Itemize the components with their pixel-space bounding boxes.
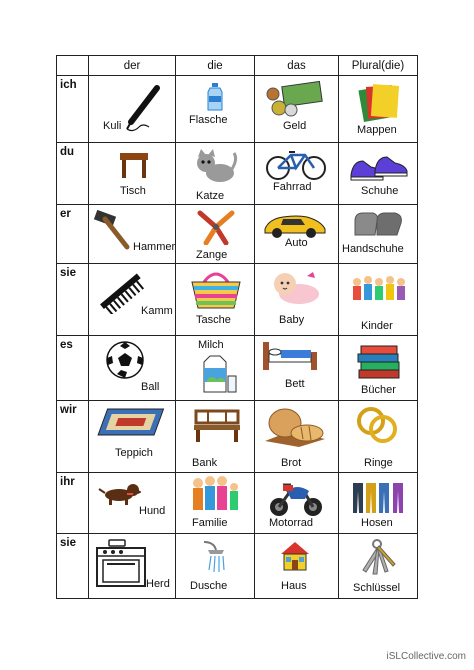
money-icon [265,80,325,118]
cell-der [89,401,176,473]
table-row [57,76,418,143]
word-der: Kamm [141,305,173,317]
cell-der [89,205,176,264]
cell-die [176,401,255,473]
cell-das [255,534,339,599]
family-icon [190,475,242,513]
pronoun-label: wir [60,404,77,416]
word-der: Hammer [133,241,176,253]
header-das: das [255,56,339,76]
motorcycle-icon [267,477,325,517]
table-row [57,534,418,599]
pronoun-label: er [60,208,71,220]
ball-icon [105,340,145,380]
cell-plural [339,336,418,401]
bed-icon [261,340,319,372]
word-der: Hund [139,505,166,517]
cell-die [176,143,255,205]
house-icon [279,540,311,572]
cell-die [176,76,255,143]
word-plural: Schuhe [361,185,399,197]
word-die: Bank [192,457,218,469]
car-icon [261,209,327,239]
cell-der [89,473,176,534]
table-icon [117,147,151,181]
word-der: Herd [146,578,170,590]
pliers-icon [196,209,236,245]
rings-icon [355,405,399,445]
pen-icon [123,82,163,134]
pronoun-label: ich [60,79,77,91]
word-plural: Bücher [361,384,396,396]
cell-plural [339,401,418,473]
pronoun-label: sie [60,537,76,549]
word-der: Tisch [120,185,146,197]
cell-das [255,143,339,205]
trousers-icon [351,481,407,513]
folders-icon [357,80,401,124]
word-der: Kuli [103,120,122,132]
gloves-icon [351,209,407,239]
table-row [57,143,418,205]
cell-die [176,264,255,336]
keys-icon [355,538,401,578]
word-das: Haus [281,580,307,592]
pronoun-label: ihr [60,476,75,488]
cell-der [89,534,176,599]
cell-plural [339,473,418,534]
header-die: die [176,56,255,76]
milk-icon [198,354,238,394]
header-corner [57,56,89,76]
bottle-icon [204,82,226,112]
cell-plural [339,264,418,336]
word-die: Zange [196,249,228,261]
cell-der [89,264,176,336]
header-der: der [89,56,176,76]
word-die: Tasche [196,314,231,326]
shoes-icon [349,149,409,183]
cell-das [255,264,339,336]
bread-icon [261,405,329,449]
cell-plural [339,143,418,205]
word-plural: Schlüssel [353,582,401,594]
children-icon [351,274,407,308]
header-plural: Plural(die) [339,56,418,76]
cell-das [255,205,339,264]
cell-der [89,143,176,205]
dog-icon [97,481,141,507]
comb-icon [95,270,147,314]
cell-die [176,336,255,401]
pronoun-label: sie [60,267,76,279]
word-plural: Handschuhe [342,243,404,255]
shower-icon [200,540,228,574]
bag-icon [188,268,244,310]
cat-icon [194,147,238,187]
cell-das [255,401,339,473]
cell-das [255,473,339,534]
word-plural: Ringe [364,457,393,469]
table-row [57,264,418,336]
word-das: Brot [281,457,302,469]
word-der: Ball [141,381,160,393]
vocabulary-table [56,55,418,599]
cell-der [89,336,176,401]
cell-das [255,76,339,143]
word-plural: Kinder [361,320,393,332]
footer-watermark: iSLCollective.com [386,651,466,662]
cell-das [255,336,339,401]
word-das: Bett [285,378,305,390]
word-das: Baby [279,314,305,326]
word-das: Auto [285,237,308,249]
table-row [57,336,418,401]
cell-die [176,205,255,264]
table-row [57,401,418,473]
word-das: Motorrad [269,517,314,529]
word-die: Flasche [189,114,228,126]
word-der: Teppich [115,447,153,459]
cell-der [89,76,176,143]
table-row [57,473,418,534]
word-das: Fahrrad [273,181,312,193]
word-die: Katze [196,190,225,202]
pronoun-label: du [60,146,75,158]
word-plural: Mappen [357,124,397,136]
rug-icon [97,405,167,439]
word-die: Dusche [190,580,228,592]
baby-icon [269,268,323,306]
word-die: Milch [198,339,224,351]
table-row [57,205,418,264]
cell-die [176,534,255,599]
bench-icon [192,409,242,443]
cell-plural [339,205,418,264]
word-die: Familie [192,517,228,529]
header-row [57,56,418,76]
word-das: Geld [283,120,307,132]
word-plural: Hosen [361,517,393,529]
cell-plural [339,534,418,599]
cell-plural [339,76,418,143]
bicycle-icon [265,147,327,181]
cell-die [176,473,255,534]
stove-icon [93,538,149,588]
books-icon [355,340,403,380]
hammer-icon [93,209,135,251]
pronoun-label: es [60,339,73,351]
